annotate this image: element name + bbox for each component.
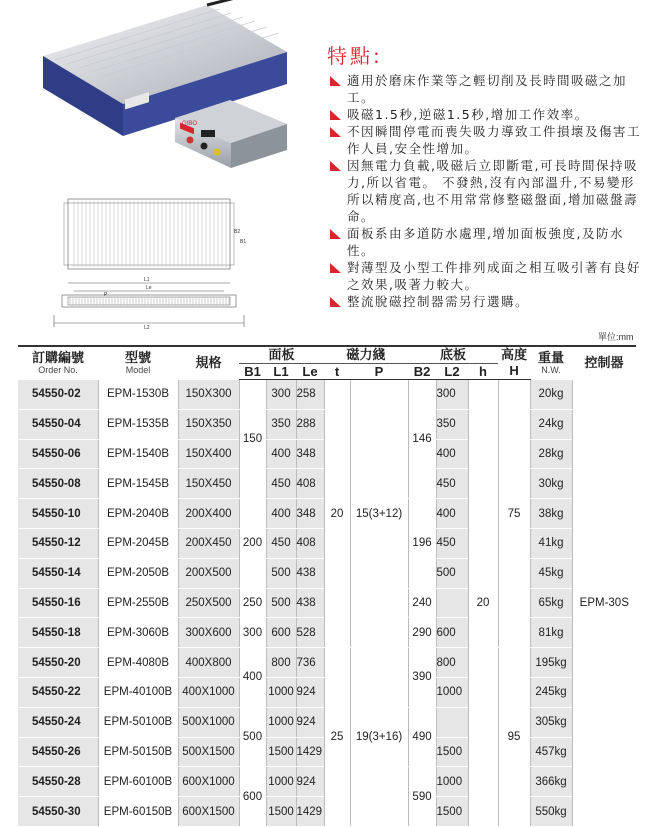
header-model: 型號 Model: [98, 346, 178, 380]
order-no-cell: 54550-22: [18, 677, 98, 707]
order-no-cell: 54550-08: [18, 469, 98, 499]
product-image: [25, 0, 315, 175]
l1-cell: 1500: [266, 737, 296, 767]
l1-cell: 800: [266, 648, 296, 678]
weight-cell: 245kg: [530, 677, 572, 707]
header-l1: L1: [266, 364, 296, 380]
model-cell: EPM-1545B: [98, 469, 178, 499]
bullet-triangle-icon: [330, 229, 341, 239]
weight-cell: 65kg: [530, 588, 572, 618]
model-cell: EPM-2040B: [98, 499, 178, 529]
le-cell: 924: [296, 677, 324, 707]
header-le: Le: [296, 364, 324, 380]
l2-cell: 1500: [436, 737, 468, 767]
le-cell: 258: [296, 380, 324, 410]
spec-cell: 600X1500: [178, 797, 239, 827]
label-l2: L2: [144, 325, 150, 331]
l1-cell: 500: [266, 558, 296, 588]
header-p: P: [350, 364, 408, 380]
label-b2: B2: [234, 229, 241, 235]
order-no-cell: 54550-18: [18, 618, 98, 648]
l1-cell: 400: [266, 499, 296, 529]
features-list: [330, 72, 642, 310]
header-weight: 重量 N.W.: [530, 346, 572, 380]
spec-cell: 200X450: [178, 528, 239, 558]
b1-cell: 150: [239, 380, 266, 499]
l2-cell: [436, 707, 468, 737]
weight-cell: 28kg: [530, 439, 572, 469]
t-cell: 25: [324, 648, 350, 827]
height-cell: 95: [498, 648, 530, 827]
controller-logo: GIBO: [182, 121, 198, 127]
h-cell: 20: [468, 380, 498, 827]
l2-cell: 1000: [436, 677, 468, 707]
feature-item: 因無電力負載,吸磁后立即斷電,可長時間保持吸力,所以省電。 不發熱,沒有內部溫升,不易變形所以精度高,也不用常常修整磁盤面,增加磁盤壽命。: [330, 157, 642, 225]
le-cell: 924: [296, 707, 324, 737]
model-cell: EPM-1530B: [98, 380, 178, 410]
header-magnetic-line: 磁力綫: [324, 346, 408, 364]
order-no-cell: 54550-20: [18, 648, 98, 678]
model-cell: EPM-3060B: [98, 618, 178, 648]
feature-item: 面板系由多道防水處理,增加面板強度,及防水性。: [330, 225, 642, 259]
le-cell: 408: [296, 528, 324, 558]
le-cell: 924: [296, 767, 324, 797]
l2-cell: 450: [436, 528, 468, 558]
l1-cell: 450: [266, 528, 296, 558]
l1-cell: 450: [266, 469, 296, 499]
weight-cell: 305kg: [530, 707, 572, 737]
model-cell: EPM-40100B: [98, 677, 178, 707]
l1-cell: 1000: [266, 677, 296, 707]
l2-cell: 300: [436, 380, 468, 410]
b2-cell: 390: [408, 648, 436, 708]
weight-cell: 45kg: [530, 558, 572, 588]
technical-drawing: [48, 185, 253, 335]
height-cell: 75: [498, 380, 530, 648]
l2-cell: 450: [436, 469, 468, 499]
order-no-cell: 54550-12: [18, 528, 98, 558]
spec-cell: 250X500: [178, 588, 239, 618]
l2-cell: 800: [436, 648, 468, 678]
spec-cell: 150X400: [178, 439, 239, 469]
model-cell: EPM-2045B: [98, 528, 178, 558]
l1-cell: 1000: [266, 707, 296, 737]
header-height: 高度: [498, 346, 530, 364]
model-cell: EPM-50150B: [98, 737, 178, 767]
b2-cell: 490: [408, 707, 436, 767]
spec-cell: 200X500: [178, 558, 239, 588]
bullet-triangle-icon: [330, 161, 341, 171]
order-no-cell: 54550-04: [18, 409, 98, 439]
b2-cell: 290: [408, 618, 436, 648]
label-le: Le: [146, 285, 152, 291]
unit-label: 單位:mm: [598, 332, 634, 342]
l2-cell: 600: [436, 618, 468, 648]
le-cell: 736: [296, 648, 324, 678]
model-cell: EPM-2050B: [98, 558, 178, 588]
le-cell: 1429: [296, 797, 324, 827]
header-t: t: [324, 364, 350, 380]
b2-cell: 240: [408, 588, 436, 618]
feature-item: 不因瞬間停電而喪失吸力導致工件損壞及傷害工作人員,安全性增加。: [330, 123, 642, 157]
header-controller: 控制器: [572, 346, 636, 380]
l2-cell: 1000: [436, 767, 468, 797]
bullet-triangle-icon: [330, 263, 341, 273]
header-h-large: H: [498, 364, 530, 380]
l2-cell: 350: [436, 409, 468, 439]
t-cell: 20: [324, 380, 350, 648]
b2-cell: 590: [408, 767, 436, 827]
spec-cell: 150X300: [178, 380, 239, 410]
spec-table: [18, 345, 636, 827]
feature-item: 整流脫磁控制器需另行選購。: [330, 293, 642, 310]
order-no-cell: 54550-16: [18, 588, 98, 618]
header-panel: 面板: [239, 346, 324, 364]
bullet-triangle-icon: [330, 127, 341, 137]
feature-item: 對薄型及小型工件排列成面之相互吸引著有良好之效果,吸著力較大。: [330, 259, 642, 293]
model-cell: EPM-4080B: [98, 648, 178, 678]
feature-item: 適用於磨床作業等之輕切削及長時間吸磁之加工。: [330, 72, 642, 106]
model-cell: EPM-1535B: [98, 409, 178, 439]
label-l1: L1: [144, 277, 150, 283]
b1-cell: 400: [239, 648, 266, 708]
model-cell: EPM-60100B: [98, 767, 178, 797]
header-order-no: 訂購編號 Order No.: [18, 346, 98, 380]
order-no-cell: 54550-28: [18, 767, 98, 797]
spec-cell: 400X1000: [178, 677, 239, 707]
weight-cell: 366kg: [530, 767, 572, 797]
table-row: [18, 380, 636, 410]
bullet-triangle-icon: [330, 297, 341, 307]
le-cell: 438: [296, 558, 324, 588]
feature-item: 吸磁1.5秒,逆磁1.5秒,增加工作效率。: [330, 106, 642, 123]
p-cell: 19(3+16): [350, 648, 408, 827]
b1-cell: 250: [239, 588, 266, 618]
header-l2: L2: [436, 364, 468, 380]
weight-cell: 81kg: [530, 618, 572, 648]
l1-cell: 400: [266, 439, 296, 469]
spec-cell: 500X1500: [178, 737, 239, 767]
weight-cell: 20kg: [530, 380, 572, 410]
header-b2: B2: [408, 364, 436, 380]
weight-cell: 195kg: [530, 648, 572, 678]
b1-cell: 300: [239, 618, 266, 648]
spec-cell: 300X600: [178, 618, 239, 648]
l1-cell: 600: [266, 618, 296, 648]
le-cell: 528: [296, 618, 324, 648]
l1-cell: 500: [266, 588, 296, 618]
le-cell: 348: [296, 439, 324, 469]
le-cell: 438: [296, 588, 324, 618]
l2-cell: 500: [436, 558, 468, 588]
model-cell: EPM-60150B: [98, 797, 178, 827]
b1-cell: 500: [239, 707, 266, 767]
order-no-cell: 54550-10: [18, 499, 98, 529]
model-cell: EPM-1540B: [98, 439, 178, 469]
l2-cell: 400: [436, 499, 468, 529]
header-b1: B1: [239, 364, 266, 380]
order-no-cell: 54550-06: [18, 439, 98, 469]
order-no-cell: 54550-30: [18, 797, 98, 827]
l1-cell: 1000: [266, 767, 296, 797]
model-cell: EPM-50100B: [98, 707, 178, 737]
features-title: 特點:: [327, 44, 383, 68]
weight-cell: 41kg: [530, 528, 572, 558]
spec-cell: 150X450: [178, 469, 239, 499]
spec-cell: 600X1000: [178, 767, 239, 797]
header-spec: 規格: [178, 346, 239, 380]
l1-cell: 350: [266, 409, 296, 439]
label-p: P: [104, 292, 108, 298]
weight-cell: 30kg: [530, 469, 572, 499]
l1-cell: 300: [266, 380, 296, 410]
weight-cell: 550kg: [530, 797, 572, 827]
model-cell: EPM-2550B: [98, 588, 178, 618]
table-row: [18, 648, 636, 678]
spec-cell: 400X800: [178, 648, 239, 678]
bullet-triangle-icon: [330, 110, 341, 120]
l2-cell: 400: [436, 439, 468, 469]
le-cell: 288: [296, 409, 324, 439]
label-b1: B1: [240, 239, 247, 245]
order-no-cell: 54550-14: [18, 558, 98, 588]
l1-cell: 1500: [266, 797, 296, 827]
spec-cell: 200X400: [178, 499, 239, 529]
order-no-cell: 54550-26: [18, 737, 98, 767]
l2-cell: [436, 588, 468, 618]
order-no-cell: 54550-24: [18, 707, 98, 737]
le-cell: 408: [296, 469, 324, 499]
spec-cell: 150X350: [178, 409, 239, 439]
b2-cell: 196: [408, 499, 436, 588]
spec-cell: 500X1000: [178, 707, 239, 737]
header-h-small: h: [468, 364, 498, 380]
weight-cell: 38kg: [530, 499, 572, 529]
controller-cell: EPM-30S: [572, 380, 636, 827]
header-base: 底板: [408, 346, 498, 364]
p-cell: 15(3+12): [350, 380, 408, 648]
le-cell: 348: [296, 499, 324, 529]
weight-cell: 24kg: [530, 409, 572, 439]
l2-cell: 1500: [436, 797, 468, 827]
le-cell: 1429: [296, 737, 324, 767]
b2-cell: 146: [408, 380, 436, 499]
weight-cell: 457kg: [530, 737, 572, 767]
b1-cell: 200: [239, 499, 266, 588]
order-no-cell: 54550-02: [18, 380, 98, 410]
b1-cell: 600: [239, 767, 266, 827]
bullet-triangle-icon: [330, 76, 341, 86]
